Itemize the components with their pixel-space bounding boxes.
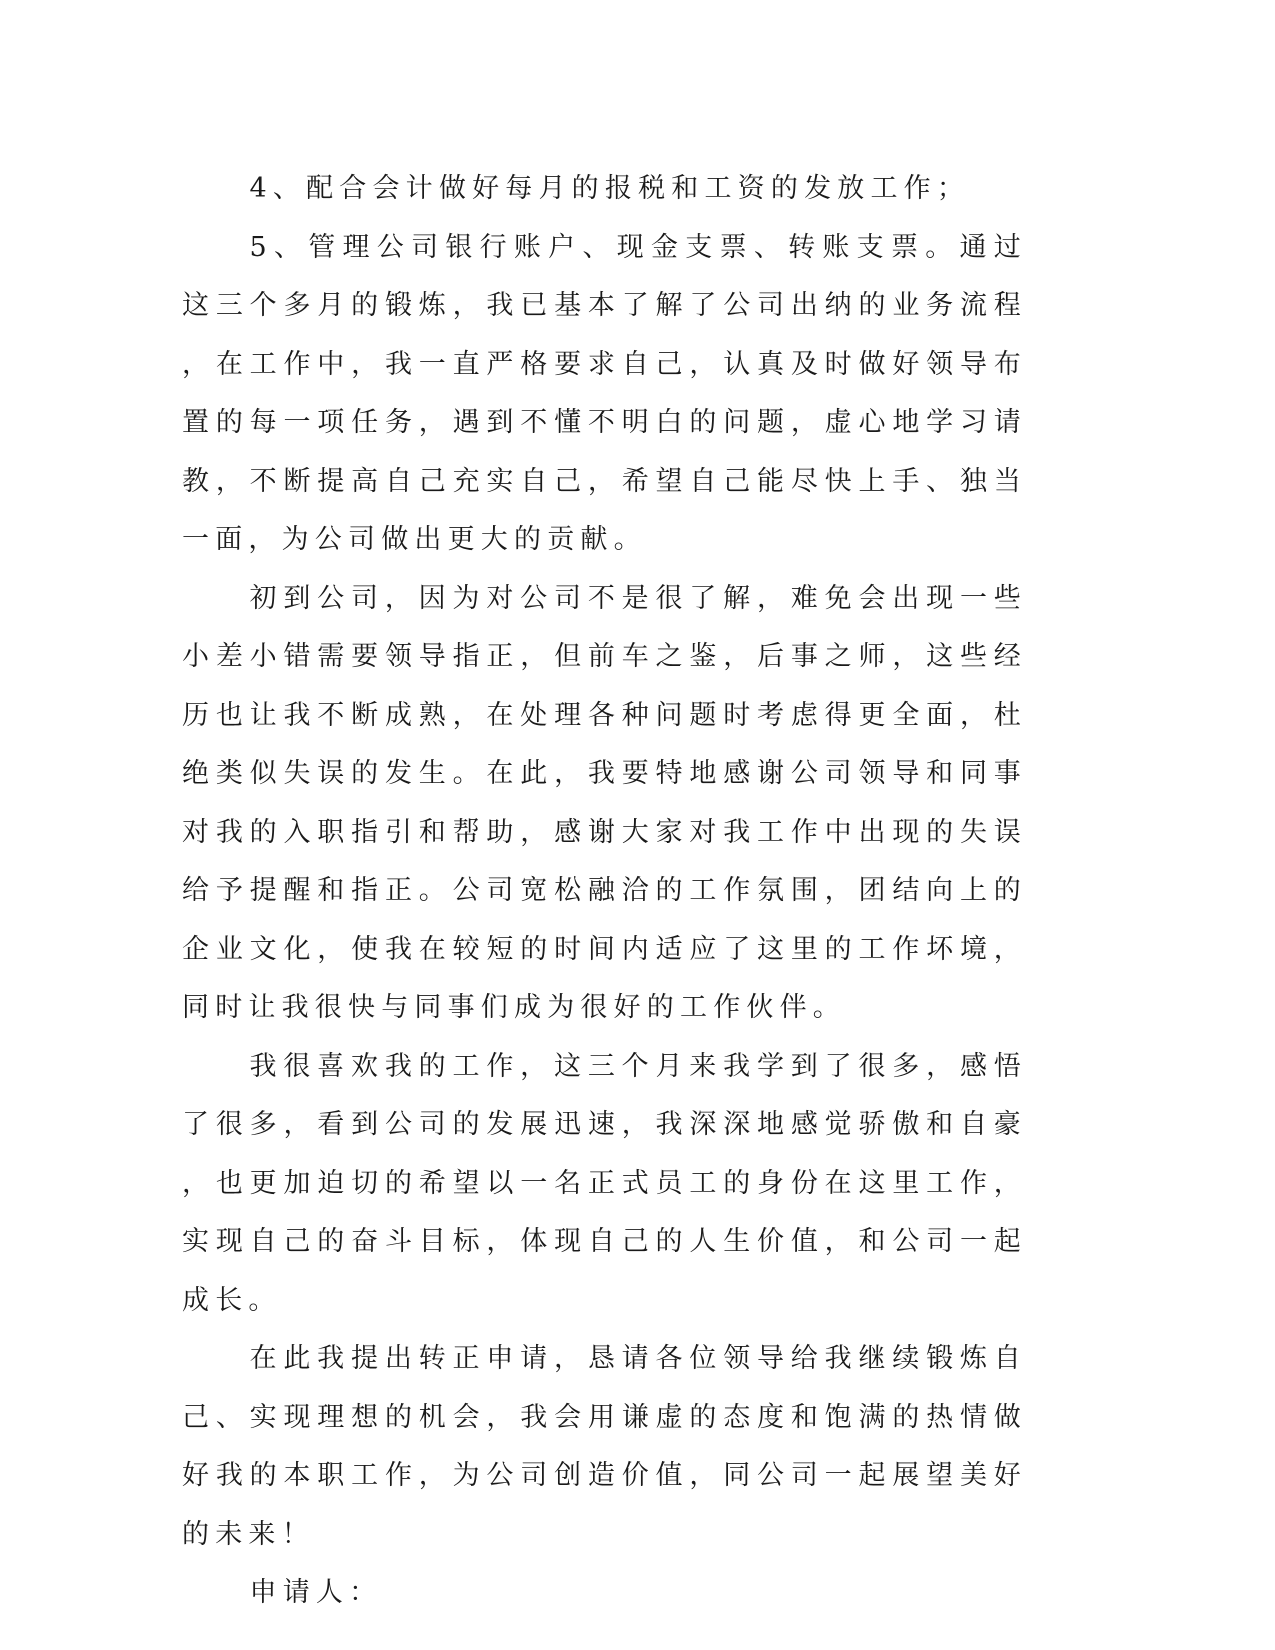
paragraph-item-5-bank-accounts: 5、管理公司银行账户、现金支票、转账支票。通过这三个多月的锻炼，我已基本了解了公司出纳的业务流程，在工作中，我一直严格要求自己，认真及时做好领导布置的每一项任务，遇到不懂不明白的问题，虚心地学习请教，不断提高自己充实自己，希望自己能尽快上手、独当一面，为公司做出更大的贡献。 xyxy=(182,231,1027,555)
applicant-signature-label: 申请人： xyxy=(249,1577,383,1608)
paragraph-joining-company: 初到公司，因为对公司不是很了解，难免会出现一些小差小错需要领导指正，但前车之鉴，后事之师，这些经历也让我不断成熟，在处理各种问题时考虑得更全面，杜绝类似失误的发生。在此，我要特地感谢公司领导和同事对我的入职指引和帮助，感谢大家对我工作中出现的失误给予提醒和指正。公司宽松融洽的工作氛围，团结向上的企业文化，使我在较短的时间内适应了这里的工作坏境，同时让我很快与同事们成为很好的工作伙伴。 xyxy=(182,582,1027,1023)
paragraph-enjoy-work: 我很喜欢我的工作，这三个月来我学到了很多，感悟了很多，看到公司的发展迅速，我深深地感觉骄傲和自豪，也更加迫切的希望以一名正式员工的身份在这里工作，实现自己的奋斗目标，体现自己的人生价值，和公司一起成长。 xyxy=(182,1050,1027,1316)
paragraph-item-4-tax-payroll: 4、配合会计做好每月的报税和工资的发放工作； xyxy=(249,173,971,204)
paragraph-application-request: 在此我提出转正申请，恳请各位领导给我继续锻炼自己、实现理想的机会，我会用谦虚的态度和饱满的热情做好我的本职工作，为公司创造价值，同公司一起展望美好的未来！ xyxy=(182,1343,1027,1550)
document-body xyxy=(182,160,1027,1623)
